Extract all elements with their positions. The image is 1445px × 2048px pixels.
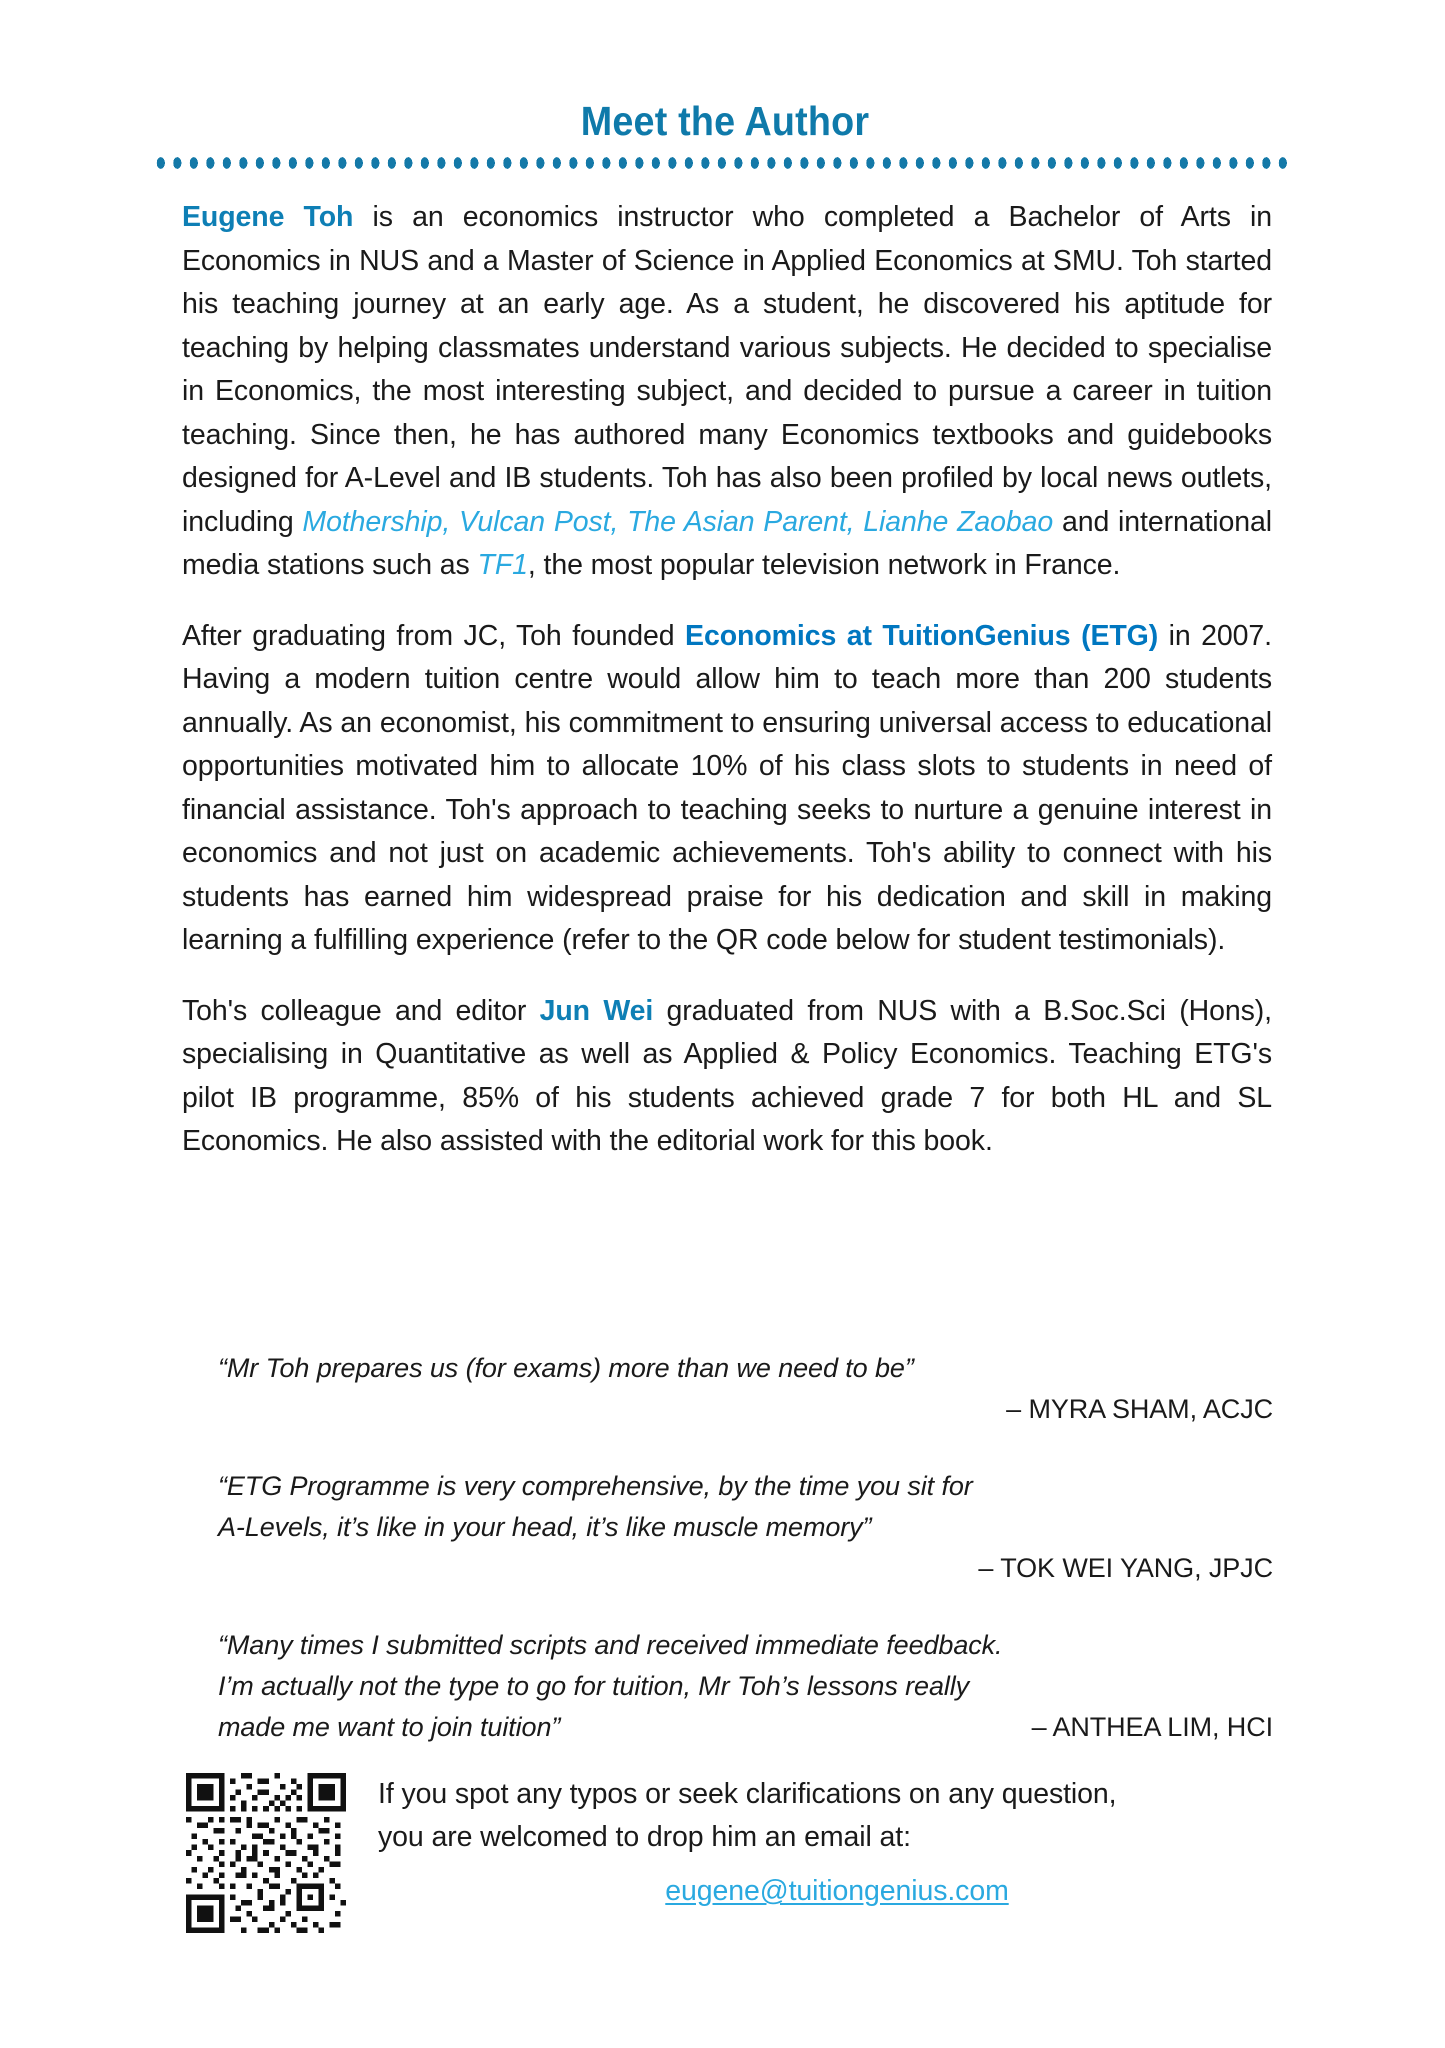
media-outlets: Mothership, Vulcan Post, The Asian Parent, Lianhe Zaobao xyxy=(302,505,1054,538)
paragraph-tuitiongenius xyxy=(182,615,1272,963)
p2-text-b: in 2007. Having a modern tuition centre would allow him to teach more than 200 students annually. As an economist, his commitment to ensuring universal access to educational opportunities motivated him to allocate 10% of his class slots to students in need of financial assistance. Toh's approach to teaching seeks to nurture a genuine interest in economics and not just on academic achievements. Toh's ability to connect with his students has earned him widespread praise for his dedication and skill in making learning a fulfilling experience (refer to the QR code below for student testimonials). xyxy=(182,619,1272,956)
paragraph-about-author xyxy=(182,196,1272,588)
testimonial-quote xyxy=(218,1625,1273,1707)
testimonial-quote-line: “Many times I submitted scripts and received immediate feedback. xyxy=(218,1630,1003,1660)
testimonial-item xyxy=(218,1348,1273,1430)
email-link[interactable]: eugene@tuitiongenius.com xyxy=(665,1875,1009,1907)
media-station: TF1 xyxy=(477,549,528,581)
organisation-name: Economics at TuitionGenius (ETG) xyxy=(685,619,1159,652)
author-name: Eugene Toh xyxy=(182,201,354,233)
testimonial-attribution: – TOK WEI YANG, JPJC xyxy=(978,1553,1273,1583)
testimonials-section xyxy=(218,1348,1273,1784)
testimonial-quote-line: I’m actually not the type to go for tuition, Mr Toh’s lessons really xyxy=(218,1671,970,1701)
testimonial-item xyxy=(218,1466,1273,1589)
contact-line-1: If you spot any typos or seek clarifications on any question, xyxy=(378,1778,1117,1810)
qr-code-icon xyxy=(186,1773,346,1933)
testimonial-quote-line: made me want to join tuition” xyxy=(218,1712,561,1742)
paragraph-editor xyxy=(182,990,1272,1164)
testimonial-item xyxy=(218,1625,1273,1748)
p1-text-c: , the most popular television network in France. xyxy=(527,549,1121,581)
dotted-divider xyxy=(155,155,1292,171)
page-header xyxy=(150,100,1300,143)
testimonial-quote-line: A-Levels, it’s like in your head, it’s like muscle memory” xyxy=(218,1512,872,1542)
testimonial-quote xyxy=(218,1348,1273,1389)
testimonial-last-row xyxy=(218,1707,1273,1748)
p3-text-a: Toh's colleague and editor xyxy=(182,994,540,1027)
testimonial-attribution: – MYRA SHAM, ACJC xyxy=(1006,1394,1273,1424)
contact-line-2: you are welcomed to drop him an email at: xyxy=(378,1821,911,1853)
page-title: Meet the Author xyxy=(580,98,870,144)
testimonial-quote xyxy=(218,1466,1273,1548)
contact-text-block xyxy=(378,1773,1276,1908)
contact-footer xyxy=(186,1773,1276,1933)
p1-text-b: and international media stations such as xyxy=(182,505,1273,581)
p2-text-a: After graduating from JC, Toh founded xyxy=(182,619,686,652)
p3-text-b: graduated from NUS with a B.Soc.Sci (Hons), specialising in Quantitative as well as Applied & Policy Economics. Teaching ETG's pilot IB programme, 85% of his students achieved grade 7 for both HL and SL Economics. He also assisted with the editorial work for this book. xyxy=(182,994,1272,1157)
testimonial-quote-line: “ETG Programme is very comprehensive, by the time you sit for xyxy=(218,1471,973,1501)
testimonial-quote-line: “Mr Toh prepares us (for exams) more than we need to be” xyxy=(218,1353,914,1383)
p1-text-a: is an economics instructor who completed a Bachelor of Arts in Economics in NUS and a Master of Science in Applied Economics at SMU. Toh started his teaching journey at an early age. As a student, he discovered his aptitude for teaching by helping classmates understand various subjects. He decided to specialise in Economics, the most interesting subject, and decided to pursue a career in tuition teaching. Since then, he has authored many Economics textbooks and guidebooks designed for A-Level and IB students. Toh has also been profiled by local news outlets, including xyxy=(182,201,1273,538)
testimonial-attribution: – ANTHEA LIM, HCI xyxy=(1031,1712,1273,1742)
body-column xyxy=(182,196,1272,1191)
editor-name: Jun Wei xyxy=(539,994,654,1027)
